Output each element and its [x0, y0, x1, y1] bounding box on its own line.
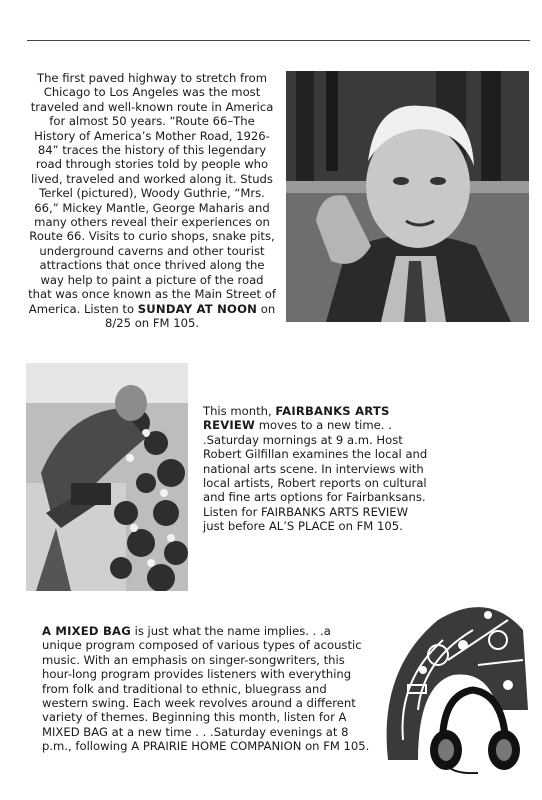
route66-paragraph [28, 71, 276, 330]
fairbanks-paragraph [203, 404, 431, 534]
mixed-bag-body: is just what the name implies. . .a unique program composed of various types of acoustic music. With an emphasis on singer-songwriters, this hour-long program provides listeners with everything from folk and traditional to ethnic, bluegrass and western swing. Each week revolves around a different variety of themes. Beginning this month, listen for A MIXED BAG at a new time . . .Saturday evenings at 8 p.m., following A PRAIRIE HOME COMPANION on FM 105. [42, 624, 370, 754]
mixed-bag-paragraph [42, 624, 370, 754]
studs-terkel-photo [286, 71, 529, 322]
route66-show-name: SUNDAY AT NOON [137, 301, 258, 316]
mixed-bag-show-name: A MIXED BAG [42, 624, 131, 638]
top-divider [27, 40, 530, 41]
fairbanks-intro: This month, [203, 404, 272, 418]
robert-gilfillan-photo [26, 363, 188, 591]
instruments-illustration [378, 590, 530, 774]
route66-airdate: on 8/25 on FM 105. [104, 301, 276, 330]
route66-body: The first paved highway to stretch from Chicago to Los Angeles was the most traveled and well-known route in America for almost 50 years. “Route 66–The History of America’s Mother Road, 1926-84” traces the history of this legendary road through stories told by people who lived, traveled and worked along it. Studs Terkel (pictured), Woody Guthrie, “Mrs. 66,” Mickey Mantle, George Maharis and many others reveal their experiences on Route 66. Visits to curio shops, snake pits, underground caverns and other tourist attractions that once thrived along the way help to paint a picture of the road that was once known as the Main Street of America. Listen to [28, 71, 276, 316]
fairbanks-body: moves to a new time. . .Saturday mornings at 9 a.m. Host Robert Gilfillan examines the local and national arts scene. In interviews with local artists, Robert reports on cultural and fine arts options for Fairbanksans. Listen for FAIRBANKS ARTS REVIEW just before AL’S PLACE on FM 105. [203, 418, 428, 534]
fairbanks-show-name: FAIRBANKS ARTS REVIEW [203, 404, 390, 433]
